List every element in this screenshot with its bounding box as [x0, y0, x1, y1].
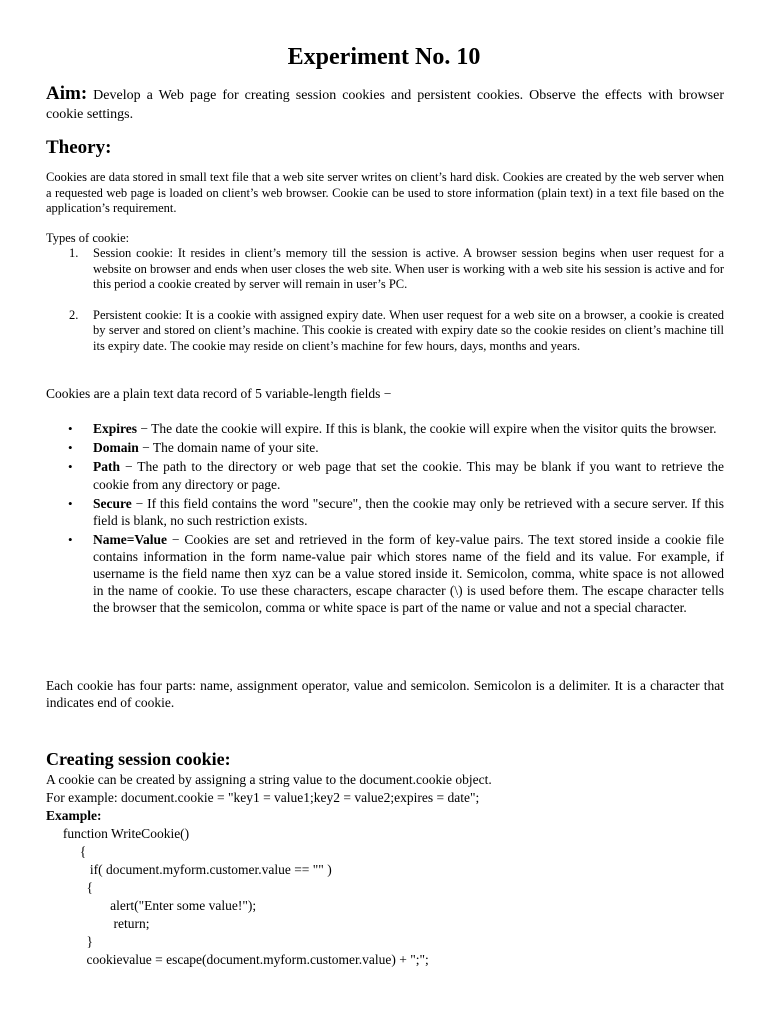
code-line: if( document.myform.customer.value == "" )	[46, 862, 332, 877]
code-line: alert("Enter some value!");	[46, 898, 257, 913]
session-line-1: A cookie can be created by assigning a string value to the document.cookie object.	[46, 772, 492, 787]
code-line: cookievalue = escape(document.myform.customer.value) + ";";	[46, 952, 429, 967]
code-line: }	[46, 934, 93, 949]
bullet-icon: •	[68, 532, 73, 547]
session-cookie-heading: Creating session cookie:	[46, 749, 231, 769]
aim-text: Develop a Web page for creating session cookies and persistent cookies. Observe the effects with browser cookie settings.	[46, 88, 724, 122]
field-term: Expires	[93, 421, 138, 436]
types-label: Types of cookie:	[46, 231, 130, 245]
field-text: − The path to the directory or web page that set the cookie. This may be blank if you want to retrieve the cookie from any directory or page.	[93, 459, 724, 492]
field-term: Name=Value	[93, 532, 167, 547]
field-text: − The domain name of your site.	[138, 440, 319, 455]
code-line: {	[46, 844, 87, 859]
code-line: function WriteCookie()	[46, 826, 190, 841]
bullet-icon: •	[68, 495, 73, 511]
list-item-text: Session cookie: It resides in client’s memory till the session is active. A browser session begins when user request for a website on browser and ends when user closes the web site. When user is working with a web site his session is active and for this period a cookie created by server will remain in user’s PC.	[93, 246, 724, 291]
theory-paragraph: Cookies are data stored in small text file that a web site server writes on client’s hard disk. Cookies are created by the web server when a requested web page is loaded on client’s web browser. Cookie can be used to store information (plain text) in a text file based on the application’s requirement.	[46, 170, 724, 215]
list-item	[46, 308, 724, 355]
fields-intro: Cookies are a plain text data record of 5 variable-length fields −	[46, 386, 392, 401]
example-label: Example:	[46, 808, 102, 823]
bullet-icon: •	[68, 459, 73, 474]
bullet-icon: •	[68, 440, 73, 455]
page-title: Experiment No. 10	[287, 44, 481, 70]
field-text: − The date the cookie will expire. If this is blank, the cookie will expire when the visitor quits the browser.	[137, 421, 717, 436]
field-term: Secure	[93, 495, 132, 511]
aim-label: Aim:	[46, 83, 88, 104]
bullet-icon: •	[68, 421, 73, 436]
list-number: 1.	[69, 246, 79, 260]
aim-paragraph	[46, 84, 724, 124]
cookie-types-list	[46, 246, 724, 354]
list-number: 2.	[69, 307, 79, 322]
cookie-fields-list	[46, 420, 724, 618]
list-item	[46, 420, 724, 438]
list-item	[46, 458, 724, 493]
list-item	[46, 531, 724, 616]
code-line: return;	[46, 916, 150, 931]
list-item-text: Persistent cookie: It is a cookie with assigned expiry date. When user request for a web site on a browser, a cookie is created by server and stored on client’s machine. This cookie is created with expiry date so the cookie resides on client’s machine till its expiry date. The cookie may reside on client’s machine for few hours, days, months and years.	[93, 307, 724, 353]
each-cookie-paragraph: Each cookie has four parts: name, assignment operator, value and semicolon. Semicolon is a delimiter. It is a character that indicates end of cookie.	[46, 678, 724, 710]
field-text: − If this field contains the word "secure", then the cookie may only be retrieved with a secure server. If this field is blank, no such restriction exists.	[93, 495, 724, 528]
list-item	[46, 439, 724, 457]
session-line-2: For example: document.cookie = "key1 = value1;key2 = value2;expires = date";	[46, 790, 480, 805]
session-cookie-section	[46, 771, 724, 969]
field-text: − Cookies are set and retrieved in the form of key-value pairs. The text stored inside a cookie file contains information in the form name-value pair which stores name of the field and its value. For example, if username is the field name then xyz can be a value stored inside it. Semicolon, comma, white space is not allowed in the name of cookie. To use these characters, escape character (\) is used before them. The escape character tells the browser that the semicolon, comma or white space is part of the name or value and not a special character.	[93, 532, 724, 615]
list-item	[46, 495, 724, 530]
theory-heading: Theory:	[46, 137, 112, 158]
list-item	[46, 246, 724, 293]
code-line: {	[46, 880, 93, 895]
field-term: Domain	[93, 440, 139, 455]
field-term: Path	[93, 459, 120, 474]
